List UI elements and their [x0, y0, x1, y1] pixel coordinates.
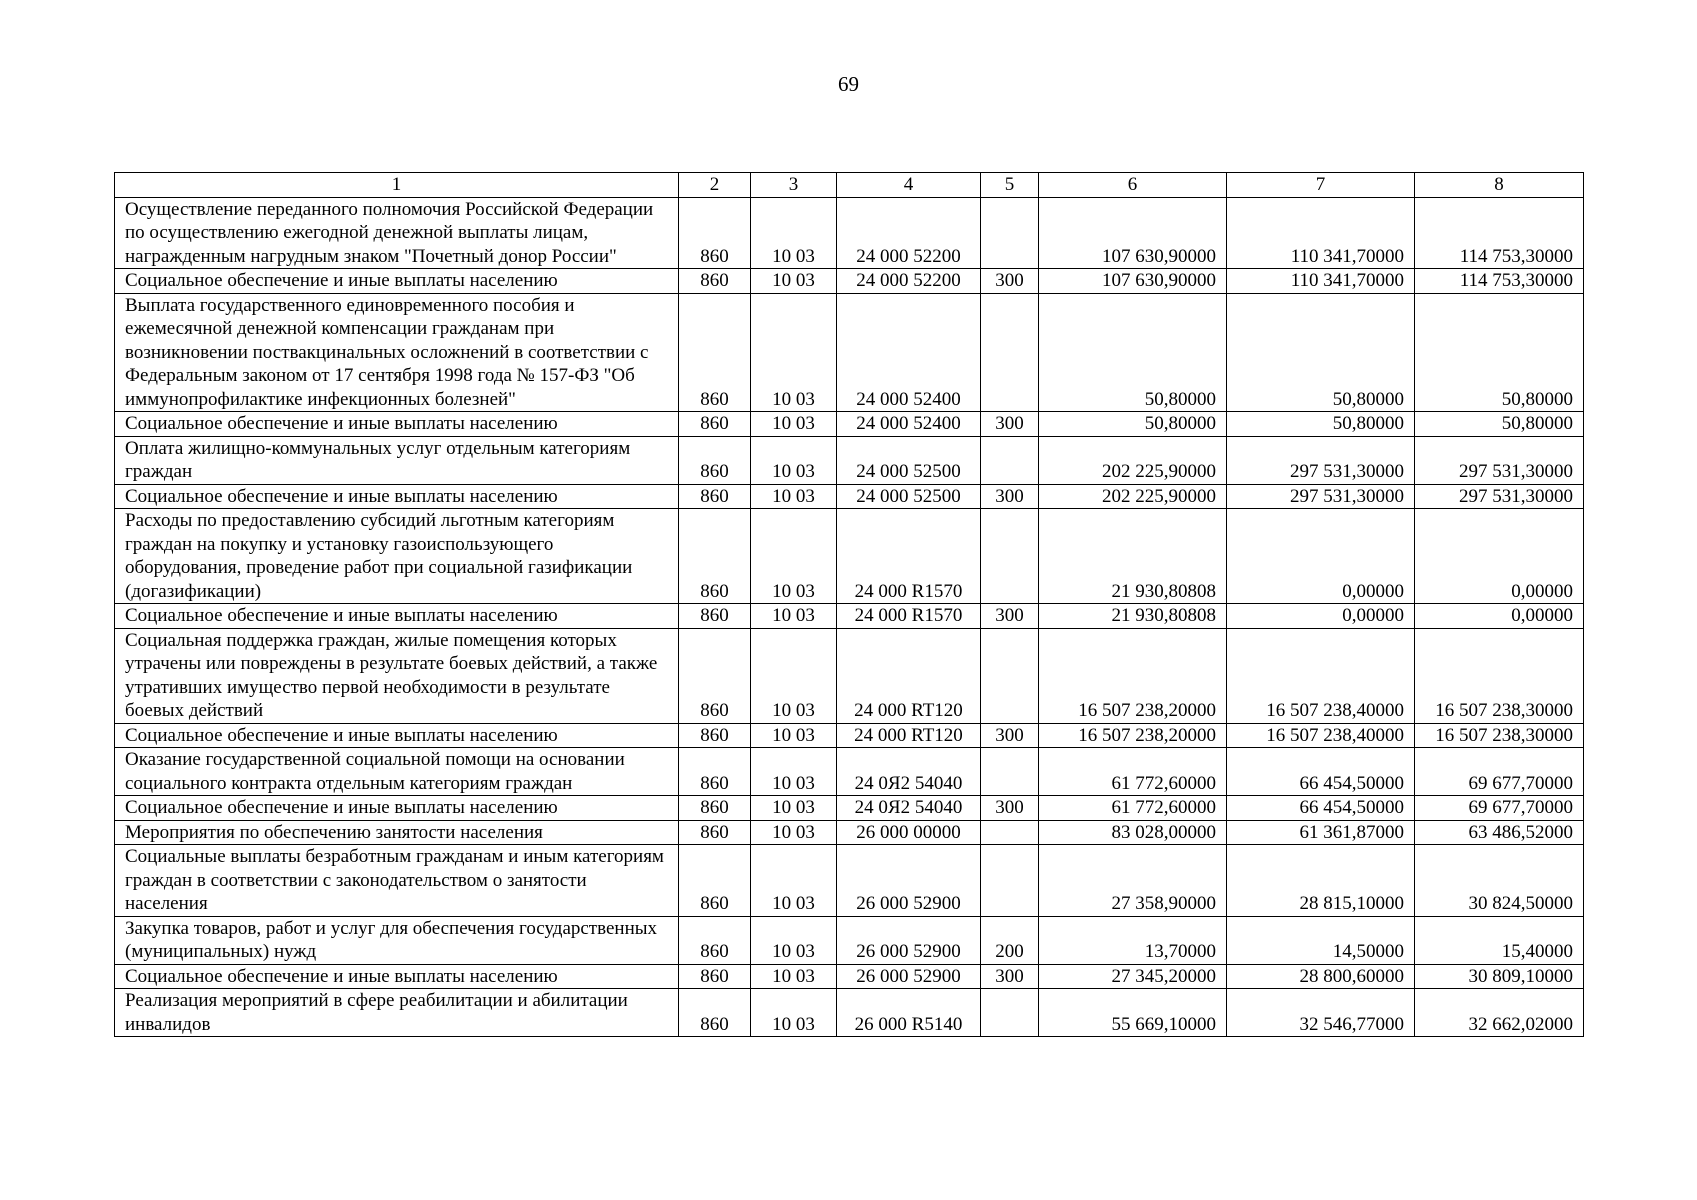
item-name: Социальное обеспечение и иные выплаты населению: [115, 484, 679, 509]
amount-year-1: 61 772,60000: [1039, 796, 1227, 821]
ministry-code: 860: [679, 436, 751, 484]
ministry-code: 860: [679, 293, 751, 412]
amount-year-1: 202 225,90000: [1039, 436, 1227, 484]
table-row: [115, 509, 1584, 604]
amount-year-1: 50,80000: [1039, 412, 1227, 437]
section-code: 10 03: [751, 412, 837, 437]
amount-year-2: 32 546,77000: [1227, 989, 1415, 1037]
ministry-code: 860: [679, 989, 751, 1037]
amount-year-1: 202 225,90000: [1039, 484, 1227, 509]
target-article-code: 24 000 52200: [837, 197, 981, 269]
table-row: [115, 916, 1584, 964]
target-article-code: 24 000 52200: [837, 269, 981, 294]
item-name: Социальные выплаты безработным гражданам и иным категориям граждан в соответствии с законодательством о занятости населения: [115, 845, 679, 917]
target-article-code: 24 000 RT120: [837, 628, 981, 723]
amount-year-3: 30 824,50000: [1415, 845, 1584, 917]
amount-year-3: 69 677,70000: [1415, 748, 1584, 796]
amount-year-3: 114 753,30000: [1415, 197, 1584, 269]
column-header: 8: [1415, 173, 1584, 198]
item-name: Социальная поддержка граждан, жилые помещения которых утрачены или повреждены в результате боевых действий, а также утративших имущество первой необходимости в результате боевых действий: [115, 628, 679, 723]
column-header: 1: [115, 173, 679, 198]
table-row: [115, 436, 1584, 484]
expense-type-code: [981, 748, 1039, 796]
table-row: [115, 604, 1584, 629]
expense-type-code: 300: [981, 796, 1039, 821]
budget-table: [114, 172, 1584, 1037]
expense-type-code: 300: [981, 484, 1039, 509]
target-article-code: 26 000 00000: [837, 820, 981, 845]
amount-year-1: 21 930,80808: [1039, 604, 1227, 629]
section-code: 10 03: [751, 484, 837, 509]
section-code: 10 03: [751, 916, 837, 964]
target-article-code: 24 000 RT120: [837, 723, 981, 748]
ministry-code: 860: [679, 916, 751, 964]
ministry-code: 860: [679, 748, 751, 796]
amount-year-1: 16 507 238,20000: [1039, 628, 1227, 723]
expense-type-code: 300: [981, 412, 1039, 437]
expense-type-code: [981, 628, 1039, 723]
expense-type-code: [981, 509, 1039, 604]
ministry-code: 860: [679, 484, 751, 509]
target-article-code: 24 000 52500: [837, 436, 981, 484]
section-code: 10 03: [751, 723, 837, 748]
amount-year-2: 110 341,70000: [1227, 197, 1415, 269]
item-name: Социальное обеспечение и иные выплаты населению: [115, 604, 679, 629]
expense-type-code: [981, 436, 1039, 484]
amount-year-2: 14,50000: [1227, 916, 1415, 964]
amount-year-2: 66 454,50000: [1227, 796, 1415, 821]
amount-year-3: 297 531,30000: [1415, 484, 1584, 509]
table-row: [115, 484, 1584, 509]
section-code: 10 03: [751, 845, 837, 917]
amount-year-2: 110 341,70000: [1227, 269, 1415, 294]
target-article-code: 24 0Я2 54040: [837, 796, 981, 821]
ministry-code: 860: [679, 412, 751, 437]
amount-year-2: 28 815,10000: [1227, 845, 1415, 917]
amount-year-3: 297 531,30000: [1415, 436, 1584, 484]
amount-year-1: 61 772,60000: [1039, 748, 1227, 796]
expense-type-code: [981, 197, 1039, 269]
table-header-row: [115, 173, 1584, 198]
section-code: 10 03: [751, 796, 837, 821]
section-code: 10 03: [751, 293, 837, 412]
expense-type-code: 300: [981, 604, 1039, 629]
amount-year-1: 55 669,10000: [1039, 989, 1227, 1037]
table-row: [115, 796, 1584, 821]
expense-type-code: [981, 820, 1039, 845]
amount-year-2: 0,00000: [1227, 509, 1415, 604]
item-name: Расходы по предоставлению субсидий льготным категориям граждан на покупку и установку газоиспользующего оборудования, проведение работ при социальной газификации (догазификации): [115, 509, 679, 604]
amount-year-1: 27 358,90000: [1039, 845, 1227, 917]
section-code: 10 03: [751, 269, 837, 294]
ministry-code: 860: [679, 197, 751, 269]
amount-year-2: 0,00000: [1227, 604, 1415, 629]
amount-year-2: 66 454,50000: [1227, 748, 1415, 796]
table-row: [115, 845, 1584, 917]
amount-year-2: 61 361,87000: [1227, 820, 1415, 845]
amount-year-2: 50,80000: [1227, 412, 1415, 437]
table-row: [115, 964, 1584, 989]
item-name: Оказание государственной социальной помощи на основании социального контракта отдельным категориям граждан: [115, 748, 679, 796]
amount-year-1: 21 930,80808: [1039, 509, 1227, 604]
table-row: [115, 820, 1584, 845]
ministry-code: 860: [679, 509, 751, 604]
ministry-code: 860: [679, 820, 751, 845]
amount-year-2: 297 531,30000: [1227, 484, 1415, 509]
section-code: 10 03: [751, 989, 837, 1037]
amount-year-1: 107 630,90000: [1039, 269, 1227, 294]
expense-type-code: [981, 293, 1039, 412]
section-code: 10 03: [751, 748, 837, 796]
section-code: 10 03: [751, 436, 837, 484]
amount-year-3: 15,40000: [1415, 916, 1584, 964]
column-header: 7: [1227, 173, 1415, 198]
ministry-code: 860: [679, 845, 751, 917]
amount-year-2: 28 800,60000: [1227, 964, 1415, 989]
expense-type-code: 200: [981, 916, 1039, 964]
column-header: 3: [751, 173, 837, 198]
amount-year-1: 16 507 238,20000: [1039, 723, 1227, 748]
item-name: Социальное обеспечение и иные выплаты населению: [115, 796, 679, 821]
target-article-code: 26 000 52900: [837, 964, 981, 989]
item-name: Социальное обеспечение и иные выплаты населению: [115, 269, 679, 294]
expense-type-code: [981, 989, 1039, 1037]
table-row: [115, 197, 1584, 269]
amount-year-1: 13,70000: [1039, 916, 1227, 964]
amount-year-3: 32 662,02000: [1415, 989, 1584, 1037]
item-name: Оплата жилищно-коммунальных услуг отдельным категориям граждан: [115, 436, 679, 484]
section-code: 10 03: [751, 509, 837, 604]
column-header: 5: [981, 173, 1039, 198]
amount-year-1: 50,80000: [1039, 293, 1227, 412]
item-name: Закупка товаров, работ и услуг для обеспечения государственных (муниципальных) нужд: [115, 916, 679, 964]
expense-type-code: 300: [981, 269, 1039, 294]
target-article-code: 26 000 52900: [837, 916, 981, 964]
ministry-code: 860: [679, 964, 751, 989]
ministry-code: 860: [679, 269, 751, 294]
target-article-code: 26 000 52900: [837, 845, 981, 917]
column-header: 4: [837, 173, 981, 198]
target-article-code: 24 000 52400: [837, 412, 981, 437]
item-name: Выплата государственного единовременного пособия и ежемесячной денежной компенсации гражданам при возникновении поствакцинальных осложнений в соответствии с Федеральным законом от 17 сентября 1998 года № 157-ФЗ "Об иммунопрофилактике инфекционных болезней": [115, 293, 679, 412]
item-name: Социальное обеспечение и иные выплаты населению: [115, 412, 679, 437]
table-row: [115, 293, 1584, 412]
amount-year-2: 16 507 238,40000: [1227, 723, 1415, 748]
target-article-code: 24 000 52500: [837, 484, 981, 509]
amount-year-3: 50,80000: [1415, 412, 1584, 437]
amount-year-1: 27 345,20000: [1039, 964, 1227, 989]
table-row: [115, 628, 1584, 723]
amount-year-3: 16 507 238,30000: [1415, 723, 1584, 748]
item-name: Мероприятия по обеспечению занятости населения: [115, 820, 679, 845]
amount-year-3: 69 677,70000: [1415, 796, 1584, 821]
amount-year-3: 30 809,10000: [1415, 964, 1584, 989]
target-article-code: 24 000 R1570: [837, 604, 981, 629]
target-article-code: 24 000 52400: [837, 293, 981, 412]
expense-type-code: 300: [981, 723, 1039, 748]
ministry-code: 860: [679, 628, 751, 723]
section-code: 10 03: [751, 964, 837, 989]
column-header: 2: [679, 173, 751, 198]
amount-year-3: 114 753,30000: [1415, 269, 1584, 294]
column-header: 6: [1039, 173, 1227, 198]
table-row: [115, 412, 1584, 437]
item-name: Реализация мероприятий в сфере реабилитации и абилитации инвалидов: [115, 989, 679, 1037]
target-article-code: 26 000 R5140: [837, 989, 981, 1037]
amount-year-3: 50,80000: [1415, 293, 1584, 412]
amount-year-3: 0,00000: [1415, 509, 1584, 604]
table-row: [115, 748, 1584, 796]
section-code: 10 03: [751, 820, 837, 845]
target-article-code: 24 0Я2 54040: [837, 748, 981, 796]
ministry-code: 860: [679, 796, 751, 821]
expense-type-code: 300: [981, 964, 1039, 989]
page-number: 69: [838, 72, 859, 96]
expense-type-code: [981, 845, 1039, 917]
table-row: [115, 269, 1584, 294]
ministry-code: 860: [679, 723, 751, 748]
item-name: Осуществление переданного полномочия Российской Федерации по осуществлению ежегодной денежной выплаты лицам, награжденным нагрудным знаком "Почетный донор России": [115, 197, 679, 269]
ministry-code: 860: [679, 604, 751, 629]
section-code: 10 03: [751, 628, 837, 723]
amount-year-3: 0,00000: [1415, 604, 1584, 629]
section-code: 10 03: [751, 604, 837, 629]
amount-year-1: 83 028,00000: [1039, 820, 1227, 845]
amount-year-3: 63 486,52000: [1415, 820, 1584, 845]
item-name: Социальное обеспечение и иные выплаты населению: [115, 964, 679, 989]
section-code: 10 03: [751, 197, 837, 269]
amount-year-2: 50,80000: [1227, 293, 1415, 412]
amount-year-2: 16 507 238,40000: [1227, 628, 1415, 723]
target-article-code: 24 000 R1570: [837, 509, 981, 604]
item-name: Социальное обеспечение и иные выплаты населению: [115, 723, 679, 748]
amount-year-2: 297 531,30000: [1227, 436, 1415, 484]
table-row: [115, 723, 1584, 748]
table-row: [115, 989, 1584, 1037]
amount-year-3: 16 507 238,30000: [1415, 628, 1584, 723]
amount-year-1: 107 630,90000: [1039, 197, 1227, 269]
